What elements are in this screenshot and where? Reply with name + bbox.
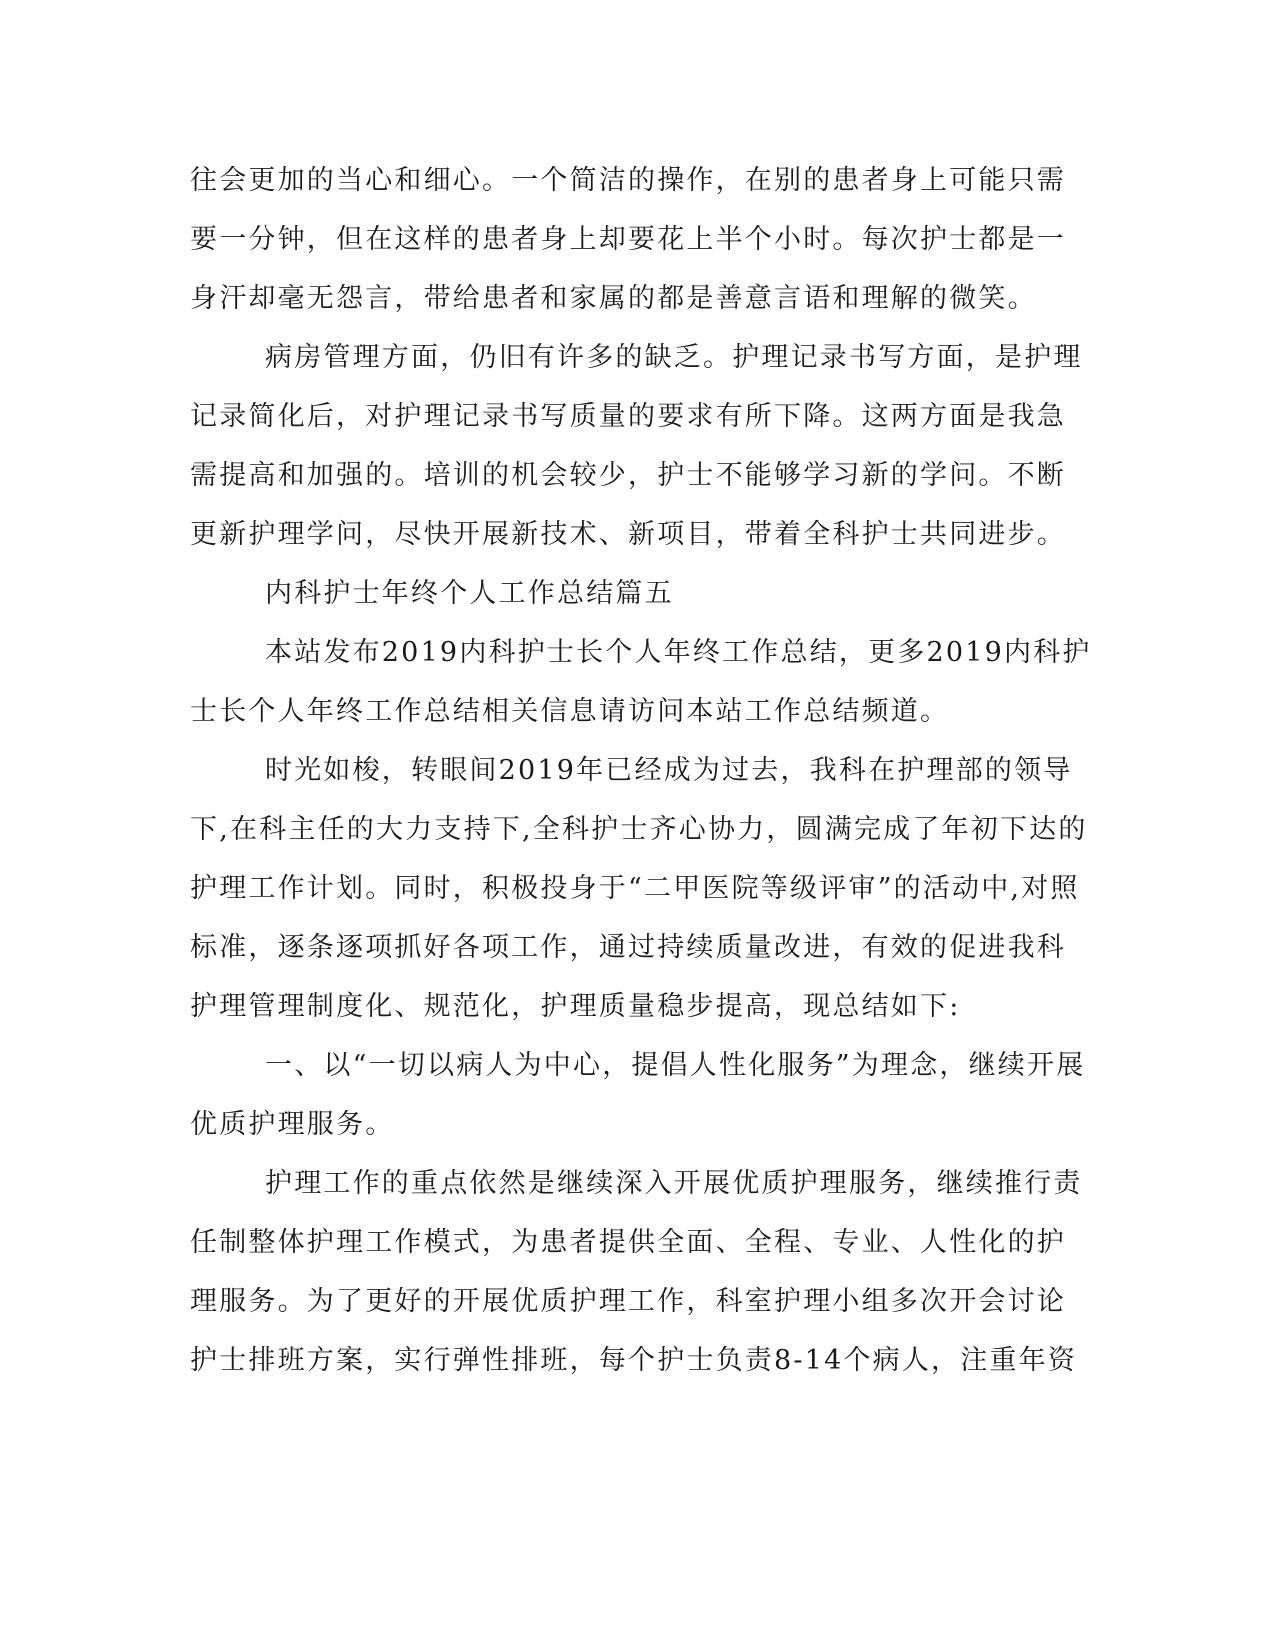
- text-line: 下,在科主任的大力支持下,全科护士齐心协力，圆满完成了年初下达的: [190, 814, 1088, 845]
- text-line: 要一分钟，但在这样的患者身上却要花上半个小时。每次护士都是一: [190, 224, 1066, 255]
- text-line: 往会更加的当心和细心。一个简洁的操作，在别的患者身上可能只需: [190, 165, 1066, 196]
- text-line: 病房管理方面，仍旧有许多的缺乏。护理记录书写方面，是护理: [265, 342, 1083, 373]
- text-line: 理服务。为了更好的开展优质护理工作，科室护理小组多次开会讨论: [190, 1286, 1066, 1317]
- text-line: 任制整体护理工作模式，为患者提供全面、全程、专业、人性化的护: [190, 1227, 1066, 1258]
- text-line: 更新护理学问，尽快开展新技术、新项目，带着全科护士共同进步。: [190, 519, 1066, 550]
- text-line: 护理管理制度化、规范化，护理质量稳步提高，现总结如下:: [190, 991, 961, 1022]
- text-line: 记录简化后，对护理记录书写质量的要求有所下降。这两方面是我急: [190, 401, 1066, 432]
- text-line: 士长个人年终工作总结相关信息请访问本站工作总结频道。: [190, 696, 950, 727]
- text-line: 一、以“一切以病人为中心，提倡人性化服务”为理念，继续开展: [265, 1050, 1086, 1081]
- text-line: 标准，逐条逐项抓好各项工作，通过持续质量改进，有效的促进我科: [190, 932, 1066, 963]
- text-line: 优质护理服务。: [190, 1109, 395, 1140]
- text-line: 护理工作计划。同时，积极投身于“二甲医院等级评审”的活动中,对照: [190, 873, 1080, 904]
- section-heading: 内科护士年终个人工作总结篇五: [265, 578, 674, 609]
- text-line: 本站发布2019内科护士长个人年终工作总结，更多2019内科护: [265, 637, 1092, 668]
- text-line: 时光如梭，转眼间2019年已经成为过去，我科在护理部的领导: [265, 755, 1073, 786]
- text-line: 护士排班方案，实行弹性排班，每个护士负责8-14个病人，注重年资: [190, 1345, 1078, 1376]
- text-line: 身汗却毫无怨言，带给患者和家属的都是善意言语和理解的微笑。: [190, 283, 1037, 314]
- text-line: 需提高和加强的。培训的机会较少，护士不能够学习新的学问。不断: [190, 460, 1066, 491]
- text-line: 护理工作的重点依然是继续深入开展优质护理服务，继续推行责: [265, 1168, 1083, 1199]
